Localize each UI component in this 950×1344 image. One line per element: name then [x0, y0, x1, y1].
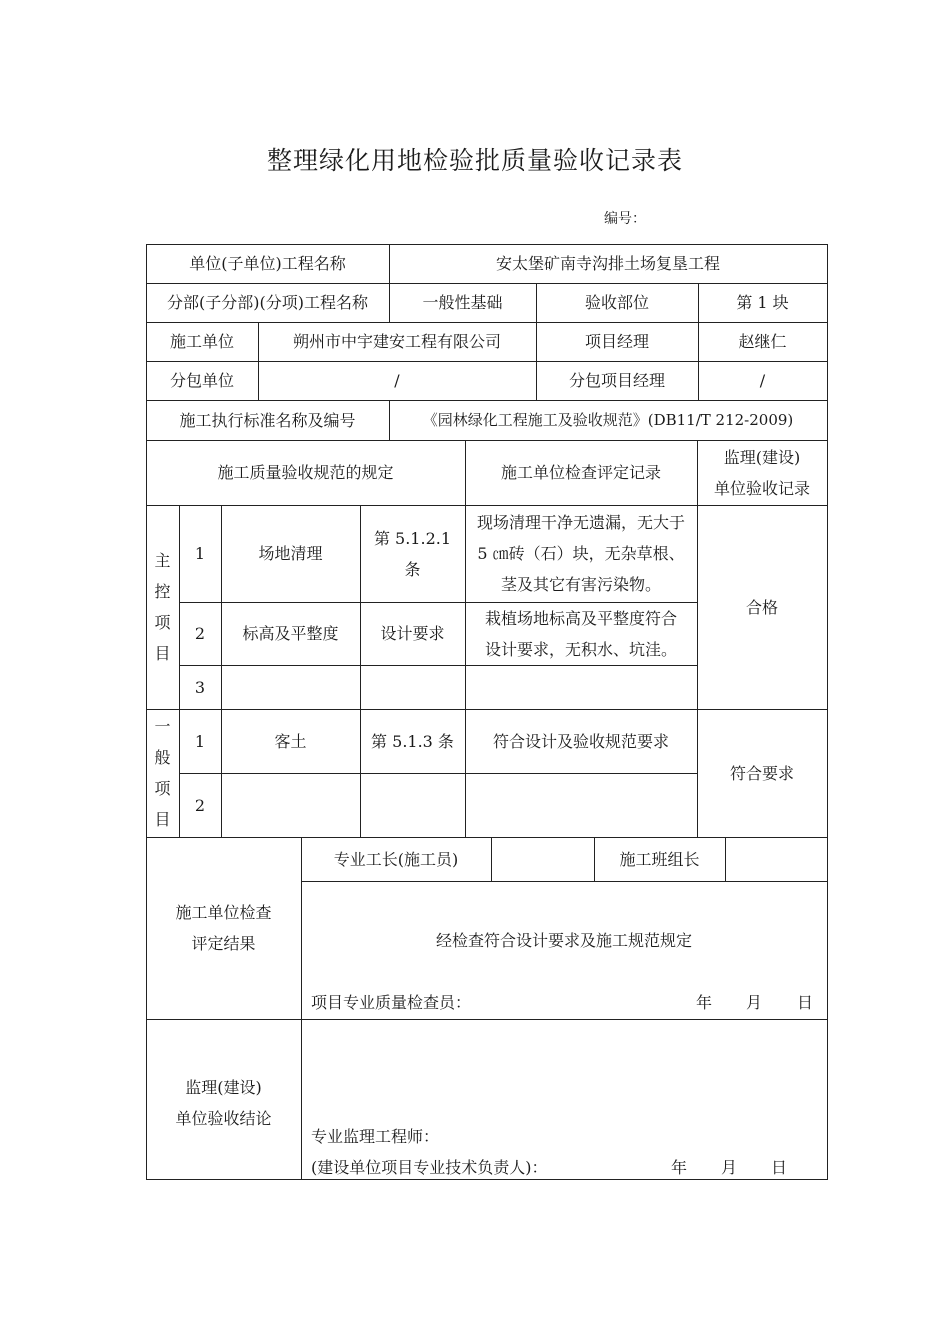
supervisor-record-column-header [697, 440, 827, 505]
sub-project-value: 一般性基础 [422, 293, 503, 312]
constructor-value: 朔州市中宇建安工程有限公司 [292, 332, 501, 351]
main-items-group-label [146, 505, 179, 709]
inspection-part-label: 验收部位 [584, 293, 649, 312]
main-item-no: 3 [194, 677, 206, 697]
general-items-result: 符合要求 [729, 763, 794, 783]
main-item-name: 标高及平整度 [242, 624, 339, 643]
row-divider [301, 881, 828, 882]
main-item-name: 场地清理 [258, 544, 323, 563]
col-divider [301, 837, 302, 1180]
supervising-engineer-label: 专业监理工程师： [311, 1126, 440, 1146]
spec-column-header: 施工质量验收规范的规定 [217, 463, 394, 482]
main-item-no: 1 [194, 544, 206, 563]
group-label-char: 项 [154, 779, 171, 798]
pm-label: 项目经理 [584, 332, 649, 351]
construction-check-label-line: 评定结果 [191, 934, 256, 953]
sub-pm-label: 分包项目经理 [568, 371, 665, 390]
date-day-label: 日 [770, 1157, 787, 1177]
date-month-label: 月 [745, 992, 762, 1012]
main-item-record [465, 505, 697, 602]
general-item-name: 客土 [274, 731, 307, 751]
construction-check-label-line: 施工单位检查 [175, 903, 272, 922]
supervisor-record-line1: 监理(建设) [723, 447, 801, 467]
group-label-char: 控 [154, 582, 171, 601]
group-label-char: 主 [154, 551, 171, 570]
general-items-group-label [146, 709, 179, 837]
date-year-label: 年 [670, 1157, 687, 1177]
subcontractor-label: 分包单位 [169, 371, 234, 390]
record-line: 栽植场地标高及平整度符合 [484, 608, 677, 628]
standard-value: 《园林绿化工程施工及验收规范》(DB11/T 212-2009) [422, 410, 794, 429]
constructor-label: 施工单位 [169, 332, 234, 351]
standard-label: 施工执行标准名称及编号 [179, 410, 356, 430]
supervisor-check-label [146, 1019, 301, 1179]
team-leader-value[interactable] [725, 837, 827, 881]
sub-pm-value: / [759, 371, 766, 390]
general-item-no: 1 [194, 731, 206, 751]
supervisor-check-label-line: 单位验收结论 [175, 1109, 272, 1128]
group-label-char: 项 [154, 613, 171, 632]
main-items-result: 合格 [745, 597, 778, 617]
table-border-right [827, 244, 828, 1180]
owner-technical-lead-label: (建设单位项目专业技术负责人)： [311, 1157, 548, 1177]
group-label-char: 目 [154, 644, 171, 663]
record-line: 设计要求，无积水、坑洼。 [484, 639, 677, 659]
record-line: 5 ㎝砖（石）块，无杂草根、 [477, 544, 685, 563]
group-label-char: 般 [154, 748, 171, 767]
clause-line: 第 5.1.2.1 [373, 528, 452, 548]
unit-project-label: 单位(子单位)工程名称 [189, 254, 346, 273]
inspection-part-value: 第 1 块 [736, 293, 789, 312]
record-line: 茎及其它有害污染物。 [500, 575, 661, 594]
pm-value: 赵继仁 [738, 332, 787, 351]
page-title: 整理绿化用地检验批质量验收记录表 [266, 146, 683, 175]
date-day-label: 日 [796, 992, 813, 1012]
team-leader-label: 施工班组长 [619, 849, 700, 869]
general-item-no: 2 [194, 795, 206, 815]
clause-line: 条 [404, 559, 421, 579]
construction-conclusion: 经检查符合设计要求及施工规范规定 [435, 930, 692, 950]
group-label-char: 目 [154, 810, 171, 829]
general-item-record: 符合设计及验收规范要求 [492, 731, 669, 751]
sub-project-label: 分部(子分部)(分项)工程名称 [167, 293, 368, 312]
record-line: 现场清理干净无遗漏，无大于 [476, 513, 685, 532]
check-record-column-header: 施工单位检查评定记录 [500, 463, 661, 482]
row-divider [179, 773, 697, 774]
foreman-label: 专业工长(施工员) [333, 849, 459, 869]
group-label-char: 一 [154, 717, 171, 736]
serial-number-label: 编号： [604, 211, 646, 227]
supervisor-record-line2: 单位验收记录 [713, 478, 810, 498]
general-item-clause: 第 5.1.3 条 [371, 731, 454, 751]
row-divider [179, 665, 697, 666]
construction-check-label [146, 837, 301, 1019]
main-item-clause [360, 505, 465, 602]
date-month-label: 月 [720, 1157, 737, 1177]
unit-project-value: 安太堡矿南寺沟排土场复垦工程 [495, 254, 720, 273]
date-year-label: 年 [695, 992, 712, 1012]
foreman-value[interactable] [491, 837, 594, 881]
supervisor-check-label-line: 监理(建设) [185, 1078, 262, 1097]
quality-inspector-label: 项目专业质量检查员： [311, 992, 472, 1012]
subcontractor-value: / [394, 371, 400, 390]
main-item-clause: 设计要求 [380, 624, 445, 643]
main-item-record [465, 602, 697, 665]
main-item-no: 2 [194, 624, 206, 643]
